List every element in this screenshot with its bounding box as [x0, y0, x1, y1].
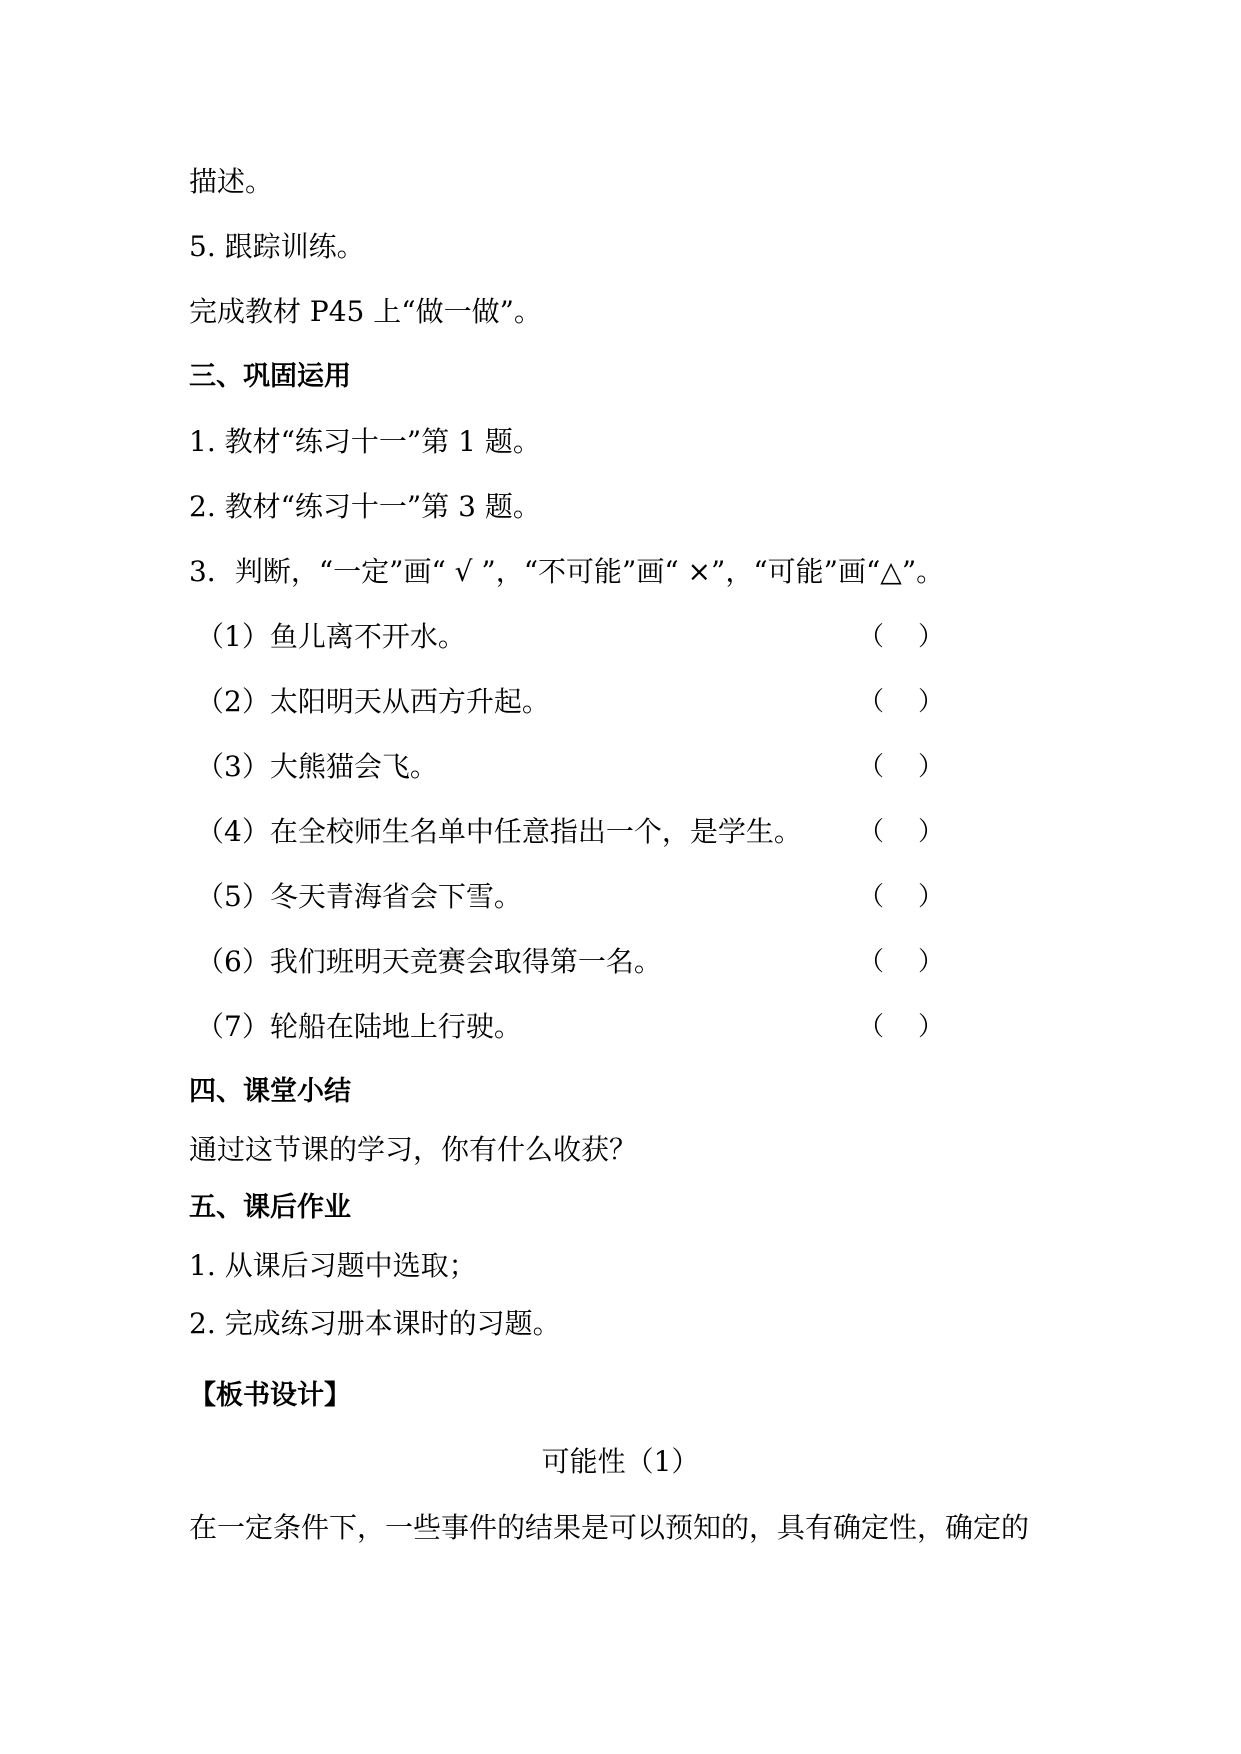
board-title: 可能性（1） [541, 1445, 700, 1478]
exercise-1: 1. 教材“练习十一”第 1 题。 [189, 425, 541, 458]
homework-1: 1. 从课后习题中选取； [189, 1249, 477, 1282]
section4-heading: 四、课堂小结 [189, 1076, 351, 1107]
answer-blank[interactable]: （ ） [858, 1012, 944, 1042]
section3-heading: 三、巩固运用 [189, 361, 351, 392]
summary-text: 通过这节课的学习，你有什么收获？ [189, 1133, 638, 1166]
answer-blank[interactable]: （ ） [858, 947, 944, 977]
list-item: （6）我们班明天竞赛会取得第一名。 [196, 945, 662, 978]
list-item: （2）太阳明天从西方升起。 [196, 685, 550, 718]
list-item: （7）轮船在陆地上行驶。 [196, 1010, 522, 1043]
board-design-heading: 【板书设计】 [189, 1380, 351, 1411]
list-item: （5）冬天青海省会下雪。 [196, 880, 522, 913]
answer-blank[interactable]: （ ） [858, 752, 944, 782]
answer-blank[interactable]: （ ） [858, 882, 944, 912]
list-item: （1）鱼儿离不开水。 [196, 620, 466, 653]
homework-2: 2. 完成练习册本课时的习题。 [189, 1307, 561, 1340]
paragraph-step5: 5. 跟踪训练。 [189, 230, 365, 263]
answer-blank[interactable]: （ ） [858, 817, 944, 847]
section5-heading: 五、课后作业 [189, 1192, 351, 1223]
list-item: （3）大熊猫会飞。 [196, 750, 438, 783]
board-text: 在一定条件下，一些事件的结果是可以预知的，具有确定性，确定的 [189, 1511, 1030, 1544]
answer-blank[interactable]: （ ） [858, 622, 944, 652]
answer-blank[interactable]: （ ） [858, 687, 944, 717]
exercise-3: 3．判断，“一定”画“ √ ”，“不可能”画“ ×”，“可能”画“△”。 [189, 555, 945, 588]
list-item: （4）在全校师生名单中任意指出一个，是学生。 [196, 815, 802, 848]
paragraph-textbook-task: 完成教材 P45 上“做一做”。 [189, 295, 542, 328]
paragraph-describe: 描述。 [189, 165, 274, 198]
exercise-2: 2. 教材“练习十一”第 3 题。 [189, 490, 541, 523]
